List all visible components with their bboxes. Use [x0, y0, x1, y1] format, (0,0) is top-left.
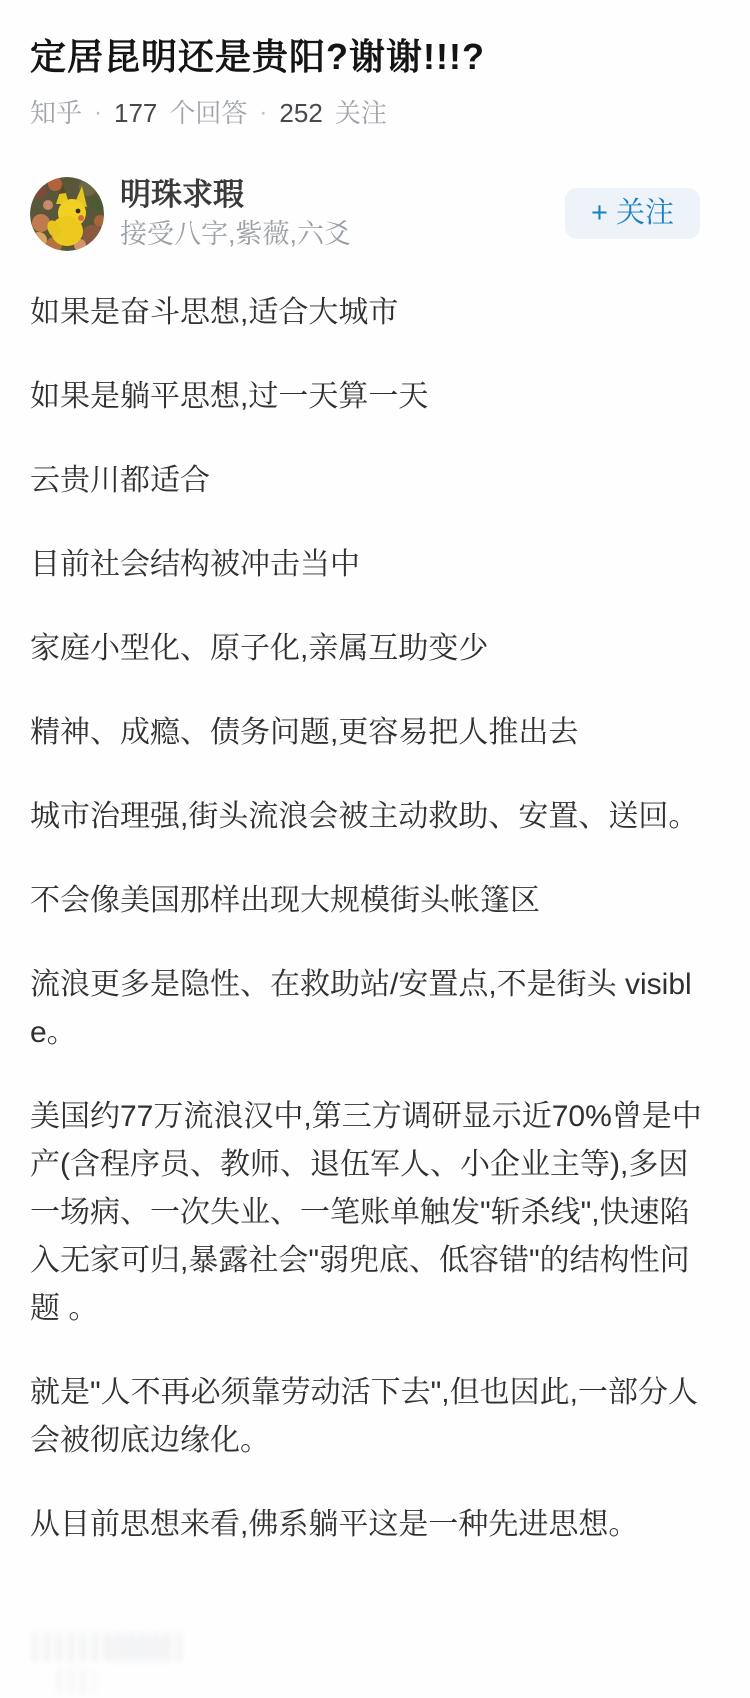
answer-paragraph: 目前社会结构被冲击当中 — [30, 548, 360, 581]
faded-watermark — [110, 1634, 172, 1662]
faded-watermark — [56, 1668, 96, 1694]
author-name[interactable]: 明珠求瑕 — [120, 177, 244, 212]
answer-paragraph: 城市治理强,街头流浪会被主动救助、安置、送回。 — [30, 800, 699, 833]
answer-paragraph: 如果是奋斗思想,适合大城市 — [30, 296, 399, 329]
meta-separator-dot: · — [94, 99, 103, 126]
answer-paragraph: 就是"人不再必须靠劳动活下去",但也因此,一部分人会被彻底边缘化。 — [30, 1376, 698, 1457]
author-info — [120, 176, 565, 251]
answer-paragraph: 美国约77万流浪汉中,第三方调研显示近70%曾是中产(含程序员、教师、退伍军人、小企业主等),多因一场病、一次失业、一笔账单触发"斩杀线",快速陷入无家可归,暴露社会"弱兜底、低容错"的结构性问题 。 — [30, 1100, 702, 1325]
question-meta — [30, 98, 720, 128]
meta-separator-dot: · — [259, 99, 268, 126]
answer-paragraph: 流浪更多是隐性、在救助站/安置点,不是街头 visible。 — [30, 968, 692, 1049]
answer-paragraph: 从目前思想来看,佛系躺平这是一种先进思想。 — [30, 1508, 639, 1541]
answer-paragraph: 家庭小型化、原子化,亲属互助变少 — [30, 632, 489, 665]
author-card — [0, 176, 750, 251]
answer-count-label: 个回答 — [169, 98, 248, 128]
question-header — [0, 0, 750, 128]
answer-paragraph: 精神、成瘾、债务问题,更容易把人推出去 — [30, 716, 579, 749]
follower-count-label: 关注 — [334, 98, 387, 128]
follower-count: 252 — [279, 98, 323, 128]
site-label: 知乎 — [30, 98, 83, 128]
avatar-image — [30, 177, 104, 251]
answer-content — [0, 251, 750, 1549]
author-bio: 接受八字,紫薇,六爻 — [120, 219, 352, 249]
answer-paragraph: 如果是躺平思想,过一天算一天 — [30, 380, 429, 413]
author-avatar[interactable] — [30, 177, 104, 251]
question-title: 定居昆明还是贵阳?谢谢!!!? — [30, 36, 485, 77]
answer-paragraph: 云贵川都适合 — [30, 464, 210, 497]
answer-count: 177 — [114, 98, 158, 128]
answer-paragraph: 不会像美国那样出现大规模街头帐篷区 — [30, 884, 540, 917]
follow-button[interactable]: + 关注 — [565, 188, 700, 239]
